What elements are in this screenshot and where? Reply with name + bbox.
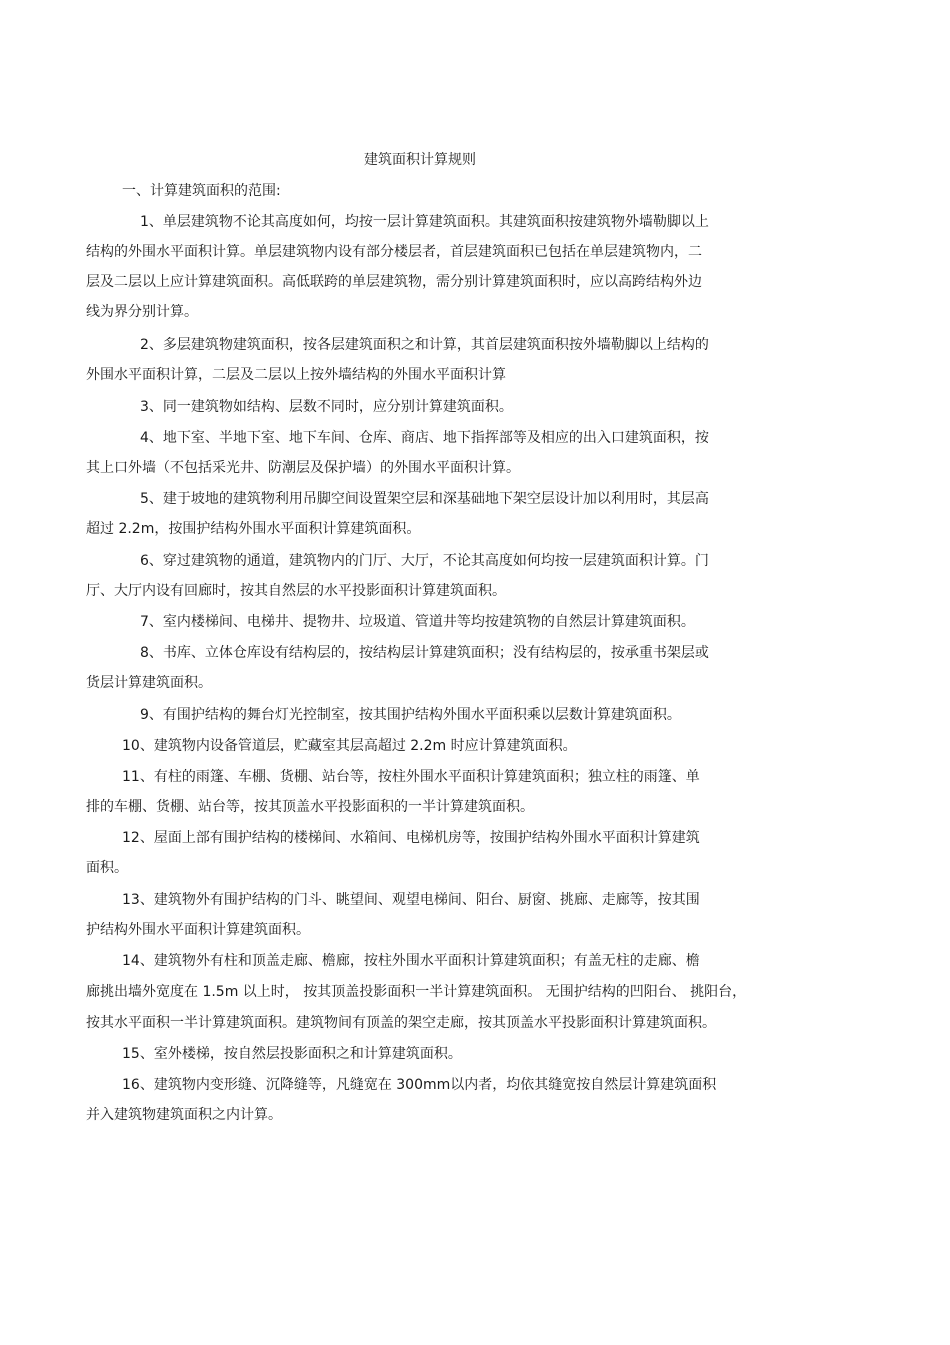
section-heading: 一、计算建筑面积的范围: [122, 183, 281, 199]
rule-14-line-1: 14、建筑物外有柱和顶盖走廊、檐廊，按柱外围水平面积计算建筑面积；有盖无柱的走廊、檐 [122, 953, 700, 969]
rule-14-line-2: 廊挑出墙外宽度在 1.5m 以上时， 按其顶盖投影面积一半计算建筑面积。 无围护结构的凹阳台、 挑阳台， [86, 984, 747, 1000]
rule-11-line-1: 11、有柱的雨篷、车棚、货棚、站台等，按柱外围水平面积计算建筑面积；独立柱的雨篷、单 [122, 769, 700, 785]
rule-15-line-1: 15、室外楼梯，按自然层投影面积之和计算建筑面积。 [122, 1046, 462, 1062]
rule-13-line-1: 13、建筑物外有围护结构的门斗、眺望间、观望电梯间、阳台、厨窗、挑廊、走廊等，按其围 [122, 892, 700, 908]
rule-1-line-2: 结构的外围水平面积计算。单层建筑物内设有部分楼层者，首层建筑面积已包括在单层建筑物内，二 [86, 244, 702, 260]
rule-3-line-1: 3、同一建筑物如结构、层数不同时，应分别计算建筑面积。 [140, 399, 513, 415]
rule-11-line-2: 排的车棚、货棚、站台等，按其顶盖水平投影面积的一半计算建筑面积。 [86, 799, 534, 815]
rule-6-line-2: 厅、大厅内设有回廊时，按其自然层的水平投影面积计算建筑面积。 [86, 583, 506, 599]
rule-1-line-4: 线为界分别计算。 [86, 304, 198, 320]
rule-1-line-3: 层及二层以上应计算建筑面积。高低联跨的单层建筑物，需分别计算建筑面积时，应以高跨结构外边 [86, 274, 702, 290]
rule-2-line-2: 外围水平面积计算，二层及二层以上按外墙结构的外围水平面积计算 [86, 367, 506, 383]
rule-14-line-3: 按其水平面积一半计算建筑面积。建筑物间有顶盖的架空走廊，按其顶盖水平投影面积计算建筑面积。 [86, 1015, 716, 1031]
document-title-text: 建筑面积计算规则 [364, 152, 476, 168]
rule-4-line-1: 4、地下室、半地下室、地下车间、仓库、商店、地下指挥部等及相应的出入口建筑面积，按 [140, 430, 709, 446]
rule-4-line-2: 其上口外墙（不包括采光井、防潮层及保护墙）的外围水平面积计算。 [86, 460, 520, 476]
rule-12-line-1: 12、屋面上部有围护结构的楼梯间、水箱间、电梯机房等，按围护结构外围水平面积计算建筑 [122, 830, 700, 846]
rule-7-line-1: 7、室内楼梯间、电梯井、提物井、垃圾道、管道井等均按建筑物的自然层计算建筑面积。 [140, 614, 695, 630]
rule-9-line-1: 9、有围护结构的舞台灯光控制室，按其围护结构外围水平面积乘以层数计算建筑面积。 [140, 707, 681, 723]
rule-16-line-2: 并入建筑物建筑面积之内计算。 [86, 1107, 282, 1123]
rule-8-line-2: 货层计算建筑面积。 [86, 675, 212, 691]
rule-5-line-2: 超过 2.2m，按围护结构外围水平面积计算建筑面积。 [86, 521, 421, 537]
rule-13-line-2: 护结构外围水平面积计算建筑面积。 [86, 922, 310, 938]
rule-1-line-1: 1、单层建筑物不论其高度如何，均按一层计算建筑面积。其建筑面积按建筑物外墙勒脚以上 [140, 214, 709, 230]
rule-6-line-1: 6、穿过建筑物的通道，建筑物内的门厅、大厅，不论其高度如何均按一层建筑面积计算。门 [140, 553, 709, 569]
rule-16-line-1: 16、建筑物内变形缝、沉降缝等，凡缝宽在 300mm以内者，均依其缝宽按自然层计算建筑面积 [122, 1077, 717, 1093]
rule-8-line-1: 8、书库、立体仓库设有结构层的，按结构层计算建筑面积；没有结构层的，按承重书架层或 [140, 645, 709, 661]
rule-12-line-2: 面积。 [86, 860, 128, 876]
document-title [0, 150, 950, 170]
rule-10-line-1: 10、建筑物内设备管道层，贮藏室其层高超过 2.2m 时应计算建筑面积。 [122, 738, 577, 754]
rule-2-line-1: 2、多层建筑物建筑面积，按各层建筑面积之和计算，其首层建筑面积按外墙勒脚以上结构的 [140, 337, 709, 353]
rule-5-line-1: 5、建于坡地的建筑物利用吊脚空间设置架空层和深基础地下架空层设计加以利用时，其层高 [140, 491, 709, 507]
